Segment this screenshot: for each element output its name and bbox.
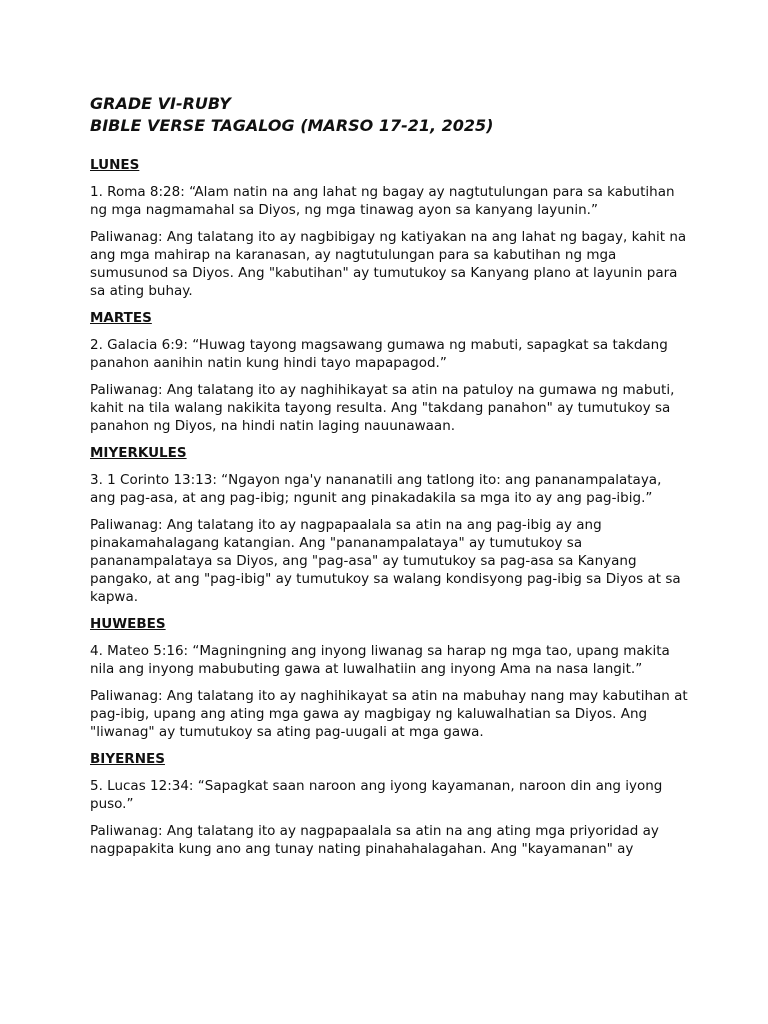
section-lunes [90, 156, 690, 300]
bible-verse: 5. Lucas 12:34: “Sapagkat saan naroon ang iyong kayamanan, naroon din ang iyong puso.” [90, 778, 663, 812]
day-heading: LUNES [90, 157, 140, 173]
day-heading: HUWEBES [90, 616, 166, 632]
section-miyerkules [90, 444, 690, 606]
day-heading: BIYERNES [90, 751, 165, 767]
verse-explanation: Paliwanag: Ang talatang ito ay nagpapaalala sa atin na ang ating mga priyoridad ay nagpapakita kung ano ang tunay nating pinahahalagahan. Ang "kayamanan" ay [90, 823, 659, 857]
title-line-subject: BIBLE VERSE TAGALOG (MARSO 17-21, 2025) [90, 116, 494, 135]
bible-verse: 1. Roma 8:28: “Alam natin na ang lahat ng bagay ay nagtutulungan para sa kabutihan ng mga nagmamahal sa Diyos, ng mga tinawag ayon sa kanyang layunin.” [90, 184, 675, 218]
verse-explanation: Paliwanag: Ang talatang ito ay nagbibigay ng katiyakan na ang lahat ng bagay, kahit na ang mga mahirap na karanasan, ay nagtutulungan para sa kabutihan ng mga sumusunod sa Diyos. Ang "kabutihan" ay tumutukoy sa Kanyang plano at layunin para sa ating buhay. [90, 229, 687, 299]
day-heading: MIYERKULES [90, 445, 187, 461]
document-page [90, 93, 690, 858]
day-heading: MARTES [90, 310, 152, 326]
section-biyernes [90, 750, 690, 858]
verse-explanation: Paliwanag: Ang talatang ito ay nagpapaalala sa atin na ang pag-ibig ay ang pinakamahalagang katangian. Ang "pananampalataya" ay tumutukoy sa pananampalataya sa Diyos, ang "pag-asa" ay tumutukoy sa pag-asa sa Kanyang pangako, at ang "pag-ibig" ay tumutukoy sa walang kondisyong pag-ibig sa Diyos at sa kapwa. [90, 517, 681, 605]
document-title [90, 93, 690, 137]
bible-verse: 4. Mateo 5:16: “Magningning ang inyong liwanag sa harap ng mga tao, upang makita nila ang inyong mabubuting gawa at luwalhatiin ang inyong Ama na nasa langit.” [90, 643, 670, 677]
section-huwebes [90, 615, 690, 741]
section-martes [90, 309, 690, 435]
bible-verse: 3. 1 Corinto 13:13: “Ngayon nga'y nananatili ang tatlong ito: ang pananampalataya, ang pag-asa, at ang pag-ibig; ngunit ang pinakadakila sa mga ito ay ang pag-ibig.” [90, 472, 662, 506]
bible-verse: 2. Galacia 6:9: “Huwag tayong magsawang gumawa ng mabuti, sapagkat sa takdang panahon aanihin natin kung hindi tayo mapapagod.” [90, 337, 668, 371]
verse-explanation: Paliwanag: Ang talatang ito ay naghihikayat sa atin na patuloy na gumawa ng mabuti, kahit na tila walang nakikita tayong resulta. Ang "takdang panahon" ay tumutukoy sa panahon ng Diyos, na hindi natin laging nauunawaan. [90, 382, 675, 434]
verse-explanation: Paliwanag: Ang talatang ito ay naghihikayat sa atin na mabuhay nang may kabutihan at pag-ibig, upang ang ating mga gawa ay magbigay ng kaluwalhatian sa Diyos. Ang "liwanag" ay tumutukoy sa ating pag-uugali at mga gawa. [90, 688, 688, 740]
title-line-class: GRADE VI-RUBY [90, 94, 231, 113]
